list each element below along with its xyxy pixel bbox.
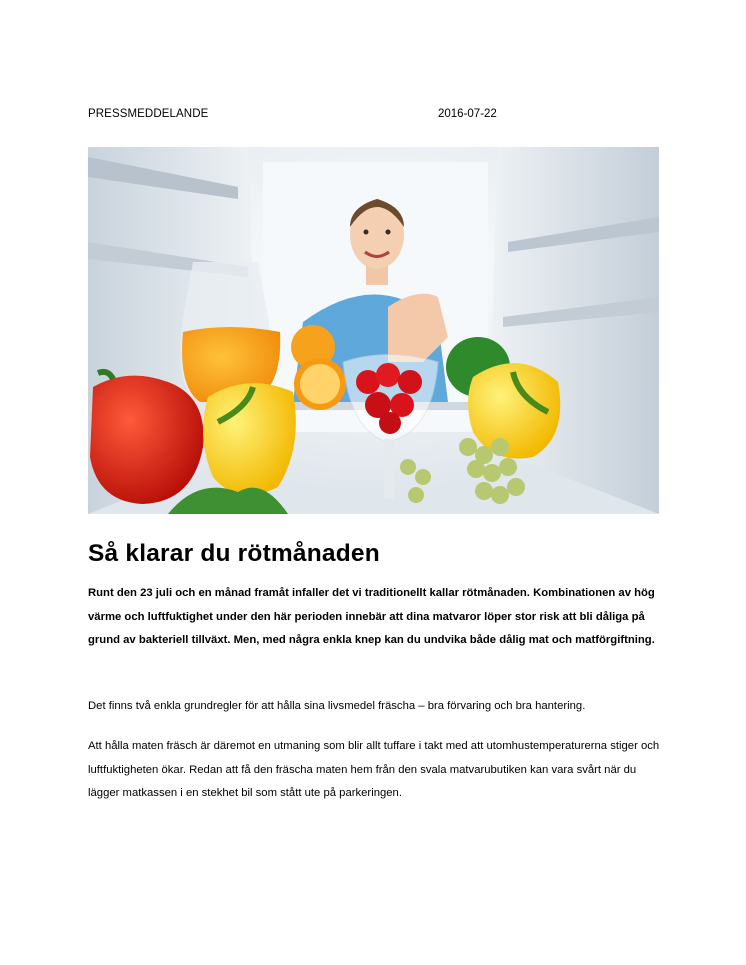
article-paragraph: Det finns två enkla grundregler för att hålla sina livsmedel fräscha – bra förvaring och bra hantering. [88, 700, 586, 712]
article-photo [88, 147, 659, 514]
article-paragraph: Att hålla maten fräsch är däremot en utmaning som blir allt tuffare i takt med att utomhustemperaturerna stiger och luftfuktigheten ökar. Redan att få den fräscha maten hem från den svala matvarubutiken kan vara svårt när du lägger matkassen i en stekhet bil som stått ute på parkeringen. [88, 740, 660, 799]
header-type-label: PRESSMEDDELANDE [88, 108, 209, 120]
header-date: 2016-07-22 [438, 108, 497, 120]
article-title: Så klarar du rötmånaden [88, 540, 380, 567]
article-lead: Runt den 23 juli och en månad framåt infaller det vi traditionellt kallar rötmånaden. Kombinationen av hög värme och luftfuktighet under den här perioden innebär att dina matvaror löper stor risk att bli dåliga på grund av bakteriell tillväxt. Men, med några enkla knep kan du undvika både dålig mat och matförgiftning. [88, 587, 655, 646]
